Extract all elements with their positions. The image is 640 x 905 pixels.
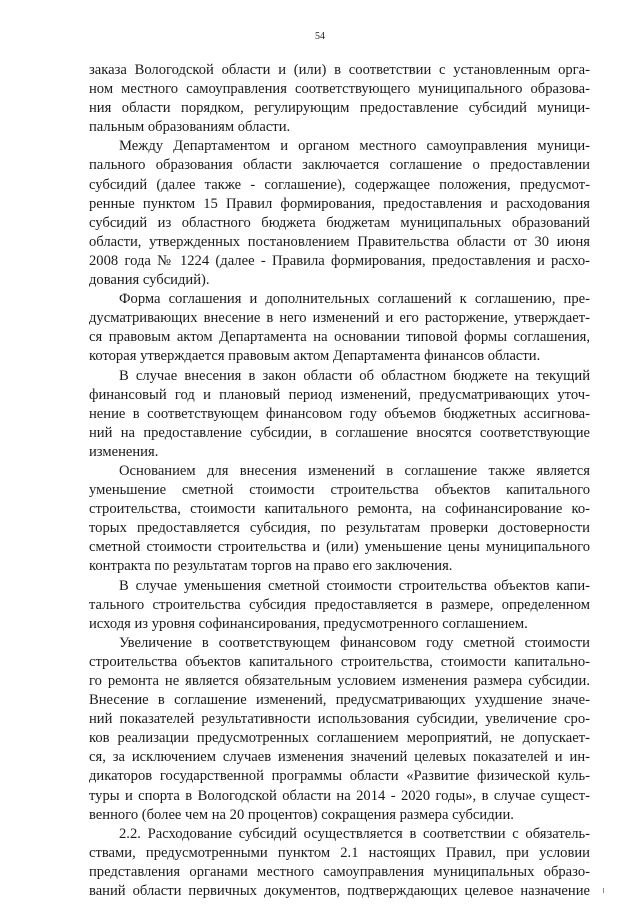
text-line: торых предоставляется субсидия, по результатам проверки достоверности <box>89 520 590 537</box>
paragraph <box>89 137 590 290</box>
paragraph <box>89 825 590 901</box>
text-line: Внесение в соглашение изменений, предусматривающих ухудшение значе- <box>89 692 590 709</box>
text-line: ков реализации предусмотренных соглашением мероприятий, не допускает- <box>89 730 590 747</box>
paragraph <box>89 367 590 462</box>
text-line: ваний области первичных документов, подтверждающих целевое назначение <box>89 883 590 900</box>
text-line: изменения. <box>89 443 159 460</box>
text-line: контракта по результатам торгов на право его заключения. <box>89 558 453 575</box>
text-line: строительства объектов капитального строительства, стоимости капитально- <box>89 653 590 670</box>
text-line: Основанием для внесения изменений в соглашение также является <box>119 462 590 479</box>
paragraph <box>89 462 590 577</box>
text-line: пального образования области заключается соглашение о предоставлении <box>89 157 590 174</box>
text-line: ний показателей результативности использования субсидии, увеличение сро- <box>89 711 590 728</box>
text-line: пальным образованиям области. <box>89 119 291 136</box>
text-line: нение в соответствующем финансовом году объемов бюджетных ассигнова- <box>89 405 590 422</box>
text-line: Форма соглашения и дополнительных соглашений к соглашению, пре- <box>119 291 590 308</box>
text-line: Увеличение в соответствующем финансовом году сметной стоимости <box>119 634 590 651</box>
text-line: ном местного самоуправления соответствующего муниципального образова- <box>89 81 590 98</box>
text-line: ся правовым актом Департамента на основании типовой формы соглашения, <box>89 329 590 346</box>
body-text <box>89 61 590 901</box>
text-line: дусматривающих внесение в него изменений и его расторжение, утверждает- <box>89 310 590 327</box>
text-line: 2.2. Расходование субсидий осуществляется в соответствии с обязатель- <box>119 825 590 842</box>
text-line: В случае уменьшения сметной стоимости строительства объектов капи- <box>119 577 590 594</box>
paragraph <box>89 634 590 825</box>
text-line: тального строительства субсидия предоставляется в размере, определенном <box>89 596 590 613</box>
text-line: ренные пунктом 15 Правил формирования, предоставления и расходования <box>89 195 590 212</box>
text-line: го ремонта не является обязательным условием изменения размера субсидии. <box>89 673 590 689</box>
text-line: субсидий из областного бюджета бюджетам муниципальных образований <box>89 214 590 231</box>
text-line: дикаторов государственной программы области «Развитие физической куль- <box>89 768 590 785</box>
text-line: туры и спорта в Вологодской области на 2014 - 2020 годы», в случае сущест- <box>89 787 590 804</box>
text-line: исходя из уровня софинансирования, предусмотренного соглашением. <box>89 615 528 632</box>
text-line: сметной стоимости строительства и (или) уменьшение цены муниципального <box>89 539 590 556</box>
text-line: 2008 года № 1224 (далее - Правила формирования, предоставления и расхо- <box>89 252 590 269</box>
paragraph <box>89 61 590 137</box>
text-line: ствами, предусмотренными пунктом 2.1 настоящих Правил, при условии <box>89 844 590 861</box>
text-line: представления органами местного самоуправления муниципальных образо- <box>89 863 590 880</box>
text-line: заказа Вологодской области и (или) в соответствии с установленным орга- <box>89 62 590 78</box>
paragraph <box>89 577 590 634</box>
text-line: ний на предоставление субсидии, в соглашение вносятся соответствующие <box>89 424 590 441</box>
text-line: строительства, стоимости капитального ремонта, на софинансирование ко- <box>89 501 590 518</box>
text-line: ния области порядком, регулирующим предоставление субсидий муници- <box>89 100 590 117</box>
text-line: Между Департаментом и органом местного самоуправления муници- <box>119 138 590 155</box>
text-line: субсидий (далее также - соглашение), содержащее положения, предусмот- <box>89 176 590 193</box>
text-line: ся, за исключением случаев изменения значений целевых показателей и ин- <box>89 749 590 766</box>
text-line: области, утвержденных постановлением Правительства области от 30 июня <box>89 233 590 250</box>
scan-mark <box>603 888 604 893</box>
paragraph <box>89 290 590 366</box>
page-number: 54 <box>315 31 325 42</box>
text-line: В случае внесения в закон области об областном бюджете на текущий <box>119 367 590 384</box>
text-line: уменьшение сметной стоимости строительства объектов капитального <box>89 482 590 499</box>
text-line: дования субсидий). <box>89 272 210 289</box>
text-line: финансовый год и плановый период изменений, предусматривающих уточ- <box>89 386 590 403</box>
text-line: которая утверждается правовым актом Департамента финансов области. <box>89 348 541 365</box>
text-line: венного (более чем на 20 процентов) сокращения размера субсидии. <box>89 806 514 823</box>
